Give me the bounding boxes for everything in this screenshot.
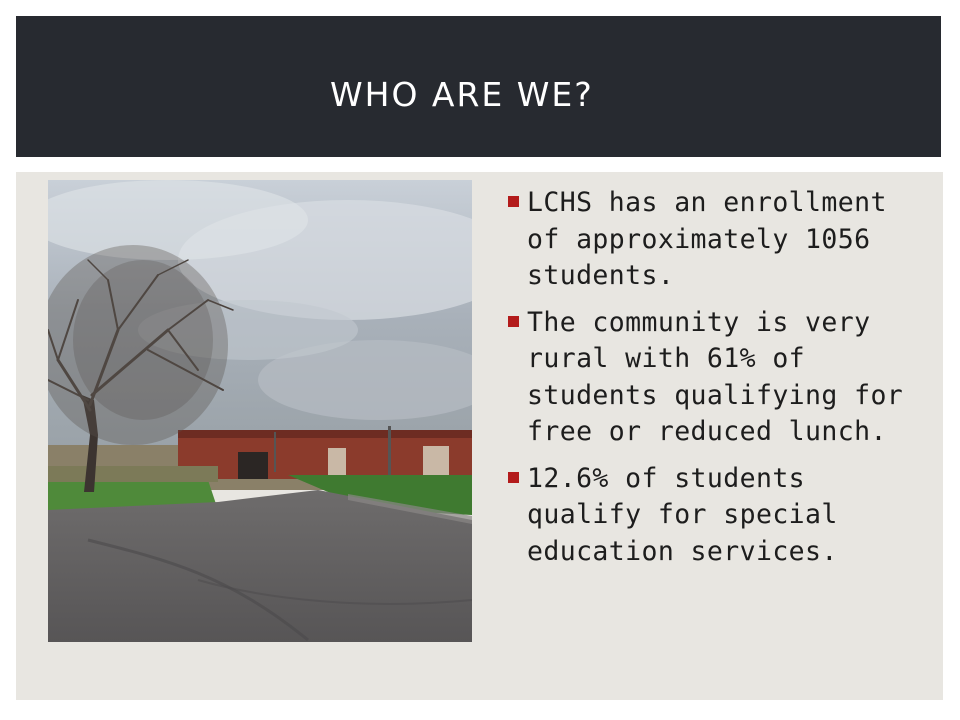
school-photo: [48, 180, 472, 642]
bullet-square-icon: [508, 196, 519, 207]
bullet-square-icon: [508, 472, 519, 483]
bullet-text: 12.6% of students qualify for special education services.: [527, 462, 838, 567]
slide-title: WHO ARE WE?: [330, 75, 594, 114]
bullet-square-icon: [508, 316, 519, 327]
bullet-item: [508, 185, 923, 295]
bullet-text: The community is very rural with 61% of students qualifying for free or reduced lunch.: [527, 306, 904, 447]
bullet-item: [508, 305, 923, 451]
bullet-item: [508, 461, 923, 571]
bullet-list: [508, 185, 923, 580]
bullet-text: LCHS has an enrollment of approximately 1056 students.: [527, 187, 887, 291]
